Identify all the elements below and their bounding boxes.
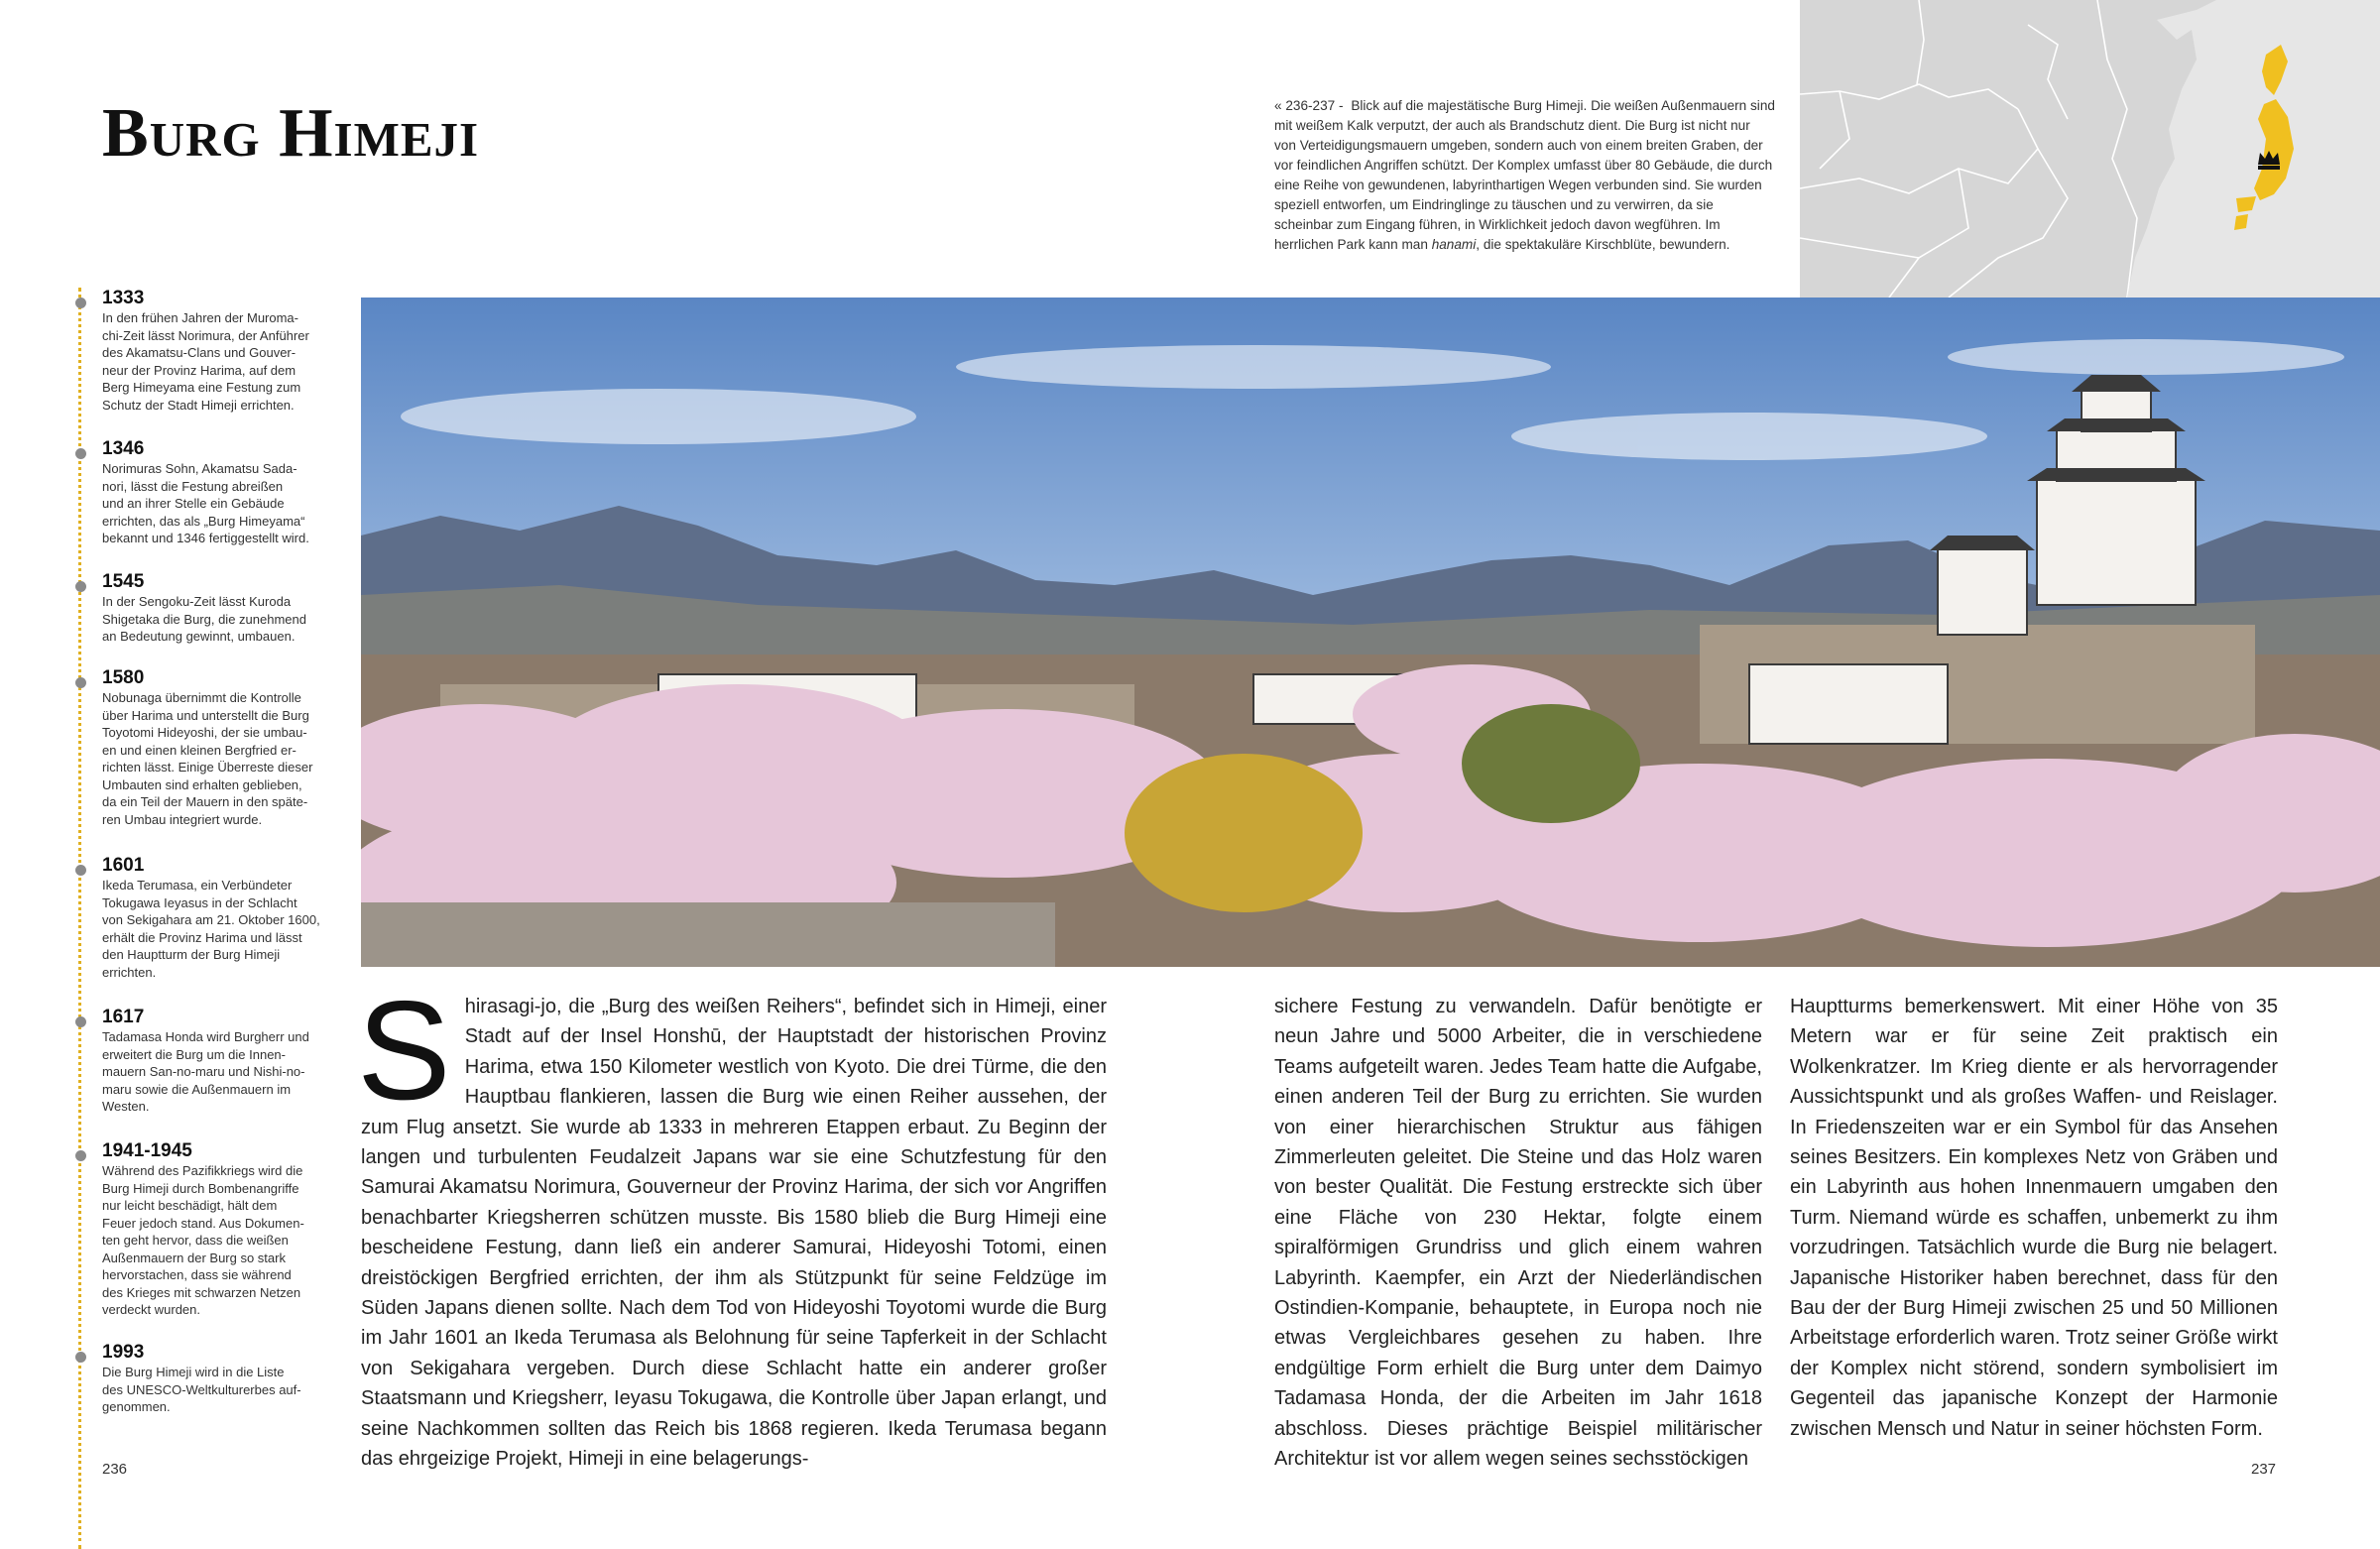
caption-tail: , die spektakuläre Kirschblüte, bewundern.: [1476, 237, 1730, 252]
timeline-year: 1993: [102, 1342, 145, 1363]
castle-photo: [361, 298, 2380, 967]
locator-map: [1800, 0, 2380, 298]
timeline: [0, 288, 347, 1549]
body-column-3: Hauptturms bemerkenswert. Mit einer Höhe von 35 Metern war er für seine Zeit praktisch ein Wolkenkratzer. Im Krieg diente er als hervorragender Aussichtspunkt und als großes Waffen- und Reislager. In Friedenszeiten war er ein Symbol für das Ansehen seines Besitzers. Ein komplexes Netz von Gräben und ein Labyrinth aus hohen Innenmauern umgaben den Turm. Niemand würde es schaffen, unbemerkt zu ihm vorzudringen. Tatsächlich wurde die Burg nie belagert. Japanische Historiker haben berechnet, dass für den Bau der der Burg Himeji zwischen 25 und 50 Millionen Arbeitstage erforderlich waren. Trotz seiner Größe wirkt der Komplex nicht störend, sondern symbolisiert im Gegenteil das japanische Konzept der Harmonie zwischen Mensch und Natur in seiner höchsten Form.: [1790, 996, 2278, 1440]
timeline-dot: [75, 298, 86, 308]
timeline-dot: [75, 1352, 86, 1363]
timeline-entry: [102, 288, 345, 414]
timeline-entry: [102, 1342, 345, 1416]
timeline-entry: [102, 1140, 345, 1319]
timeline-dot: [75, 865, 86, 876]
page-number-right: 237: [2251, 1461, 2277, 1478]
timeline-dot: [75, 581, 86, 592]
timeline-text: In der Sengoku-Zeit lässt Kuroda Shigetaka die Burg, die zunehmend an Bedeutung gewinnt, umbauen.: [102, 594, 306, 644]
timeline-year: 1617: [102, 1007, 145, 1027]
timeline-entry: [102, 667, 345, 828]
timeline-text: Während des Pazifikkriegs wird die Burg Himeji durch Bombenangriffe nur leicht beschädigt, hält dem Feuer jedoch stand. Aus Dokumen- ten geht hervor, dass die weißen Außenmauern der Burg so stark hervorstachen, dass sie während des Krieges mit schwarzen Netzen verdeckt wurden.: [102, 1163, 304, 1317]
timeline-year: 1601: [102, 855, 145, 876]
timeline-text: In den frühen Jahren der Muroma- chi-Zeit lässt Norimura, der Anführer des Akamatsu-Clans und Gouver- neur der Provinz Harima, auf dem Berg Himeyama eine Festung zum Schutz der Stadt Himeji errichten.: [102, 310, 309, 413]
timeline-text: Die Burg Himeji wird in die Liste des UNESCO-Weltkulturerbes auf- genommen.: [102, 1365, 301, 1414]
caption-reference: « 236-237 -: [1274, 98, 1344, 113]
photo-caption: [1274, 96, 1775, 255]
timeline-text: Norimuras Sohn, Akamatsu Sada- nori, lässt die Festung abreißen und an ihrer Stelle ein Gebäude errichten, das als „Burg Himeyama“ bekannt und 1346 fertiggestellt wird.: [102, 461, 309, 545]
timeline-year: 1346: [102, 438, 145, 459]
body-column-1: [357, 972, 1107, 1475]
timeline-year: 1333: [102, 288, 145, 308]
drop-cap: S: [357, 972, 451, 1130]
timeline-dot: [75, 448, 86, 459]
caption-text: Blick auf die majestätische Burg Himeji. Die weißen Außenmauern sind mit weißem Kalk verputzt, der auch als Brandschutz dient. Die Burg ist nicht nur von Verteidigungsmauern umgeben, sondern auch von einem breiten Graben, der vor feindlichen Angriffen schützt. Der Komplex umfasst über 80 Gebäude, die durch eine Reihe von gewundenen, labyrinthartigen Wegen verbunden sind. Sie wurden speziell entworfen, um Eindringlinge zu täuschen und zu verwirren, da sie scheinbar zum Eingang führen, in Wirklichkeit jedoch davon wegführen. Im herrlichen Park kann man: [1274, 98, 1775, 252]
body-column-2: sichere Festung zu verwandeln. Dafür benötigte er neun Jahre und 5000 Arbeiter, die in verschiedene Teams aufgeteilt waren. Jedes Team hatte die Aufgabe, einen anderen Teil der Burg zu errichten. Sie wurden von einer hierarchischen Struktur aus fähigen Zimmerleuten geleitet. Die Steine und das Holz waren von bester Qualität. Die Festung erstreckte sich über eine Fläche von 230 Hektar, folgte einem spiralförmigen Grundriss und glich einem wahren Labyrinth. Kaempfer, ein Arzt der Niederländischen Ostindien-Kompanie, behauptete, in Europa noch nie etwas Vergleichbares gesehen zu haben. Ihre endgültige Form erhielt die Burg unter dem Daimyo Tadamasa Honda, der die Arbeiten im Jahr 1618 abschloss. Dieses prächtige Beispiel militärischer Architektur ist vor allem wegen seines sechsstöckigen: [1274, 996, 1762, 1471]
body-column-1-text: hirasagi-jo, die „Burg des weißen Reihers“, befindet sich in Himeji, einer Stadt auf der Insel Honshū, der Hauptstadt der historischen Provinz Harima, etwa 150 Kilometer westlich von Kyoto. Die drei Türme, die den Hauptbau flankieren, lassen die Burg wie einen Reiher aussehen, der zum Flug ansetzt. Sie wurde ab 1333 in mehreren Etappen erbaut. Zu Beginn der langen und turbulenten Feudalzeit Japans war sie eine Schutzfestung für den Samurai Akamatsu Norimura, Gouverneur der Provinz Harima, der sich vor Angriffen benachbarter Kriegsherren schützen musste. Bis 1580 blieb die Burg Himeji eine bescheidene Festung, dann ließ ein anderer Samurai, Hideyoshi Totomi, einen dreistöckigen Bergfried errichten, der ihm als Stützpunkt für seine Feldzüge im Süden Japans dienen sollte. Nach dem Tod von Hideyoshi Toyotomi wurde die Burg im Jahr 1601 an Ikeda Terumasa als Belohnung für seine Tapferkeit in der Schlacht von Sekigahara vergeben. Durch diese Schlacht hatte ein anderer großer Staatsmann und Kriegsherr, Ieyasu Tokugawa, die Kontrolle über Japan erlangt, und seine Nachkommen sollten das Reich bis 1868 regieren. Ikeda Terumasa begann das ehrgeizige Projekt, Himeji in eine belagerungs-: [361, 996, 1107, 1471]
timeline-text: Ikeda Terumasa, ein Verbündeter Tokugawa Ieyasus in der Schlacht von Sekigahara am 21. Oktober 1600, erhält die Provinz Harima und lässt den Hauptturm der Burg Himeji errichten.: [102, 878, 320, 980]
timeline-year: 1545: [102, 571, 145, 592]
timeline-entry: [102, 438, 345, 547]
timeline-entry: [102, 855, 345, 981]
timeline-entry: [102, 571, 345, 646]
caption-italic: hanami: [1431, 237, 1477, 252]
page-number-left: 236: [102, 1461, 128, 1478]
timeline-text: Tadamasa Honda wird Burgherr und erweitert die Burg um die Innen- mauern San-no-maru und Nishi-no- maru sowie die Außenmauern im Westen.: [102, 1029, 309, 1114]
timeline-year: 1941-1945: [102, 1140, 192, 1161]
timeline-dot: [75, 1150, 86, 1161]
timeline-dot: [75, 1016, 86, 1027]
timeline-year: 1580: [102, 667, 145, 688]
timeline-text: Nobunaga übernimmt die Kontrolle über Harima und unterstellt die Burg Toyotomi Hideyoshi, der sie umbau- en und einen kleinen Bergfried er- richten lässt. Einige Überreste dieser Umbauten sind erhalten geblieben, da ein Teil der Mauern in den späte- ren Umbau integriert wurde.: [102, 690, 313, 827]
timeline-dot: [75, 677, 86, 688]
page-title: Burg Himeji: [102, 95, 480, 172]
timeline-entry: [102, 1007, 345, 1116]
